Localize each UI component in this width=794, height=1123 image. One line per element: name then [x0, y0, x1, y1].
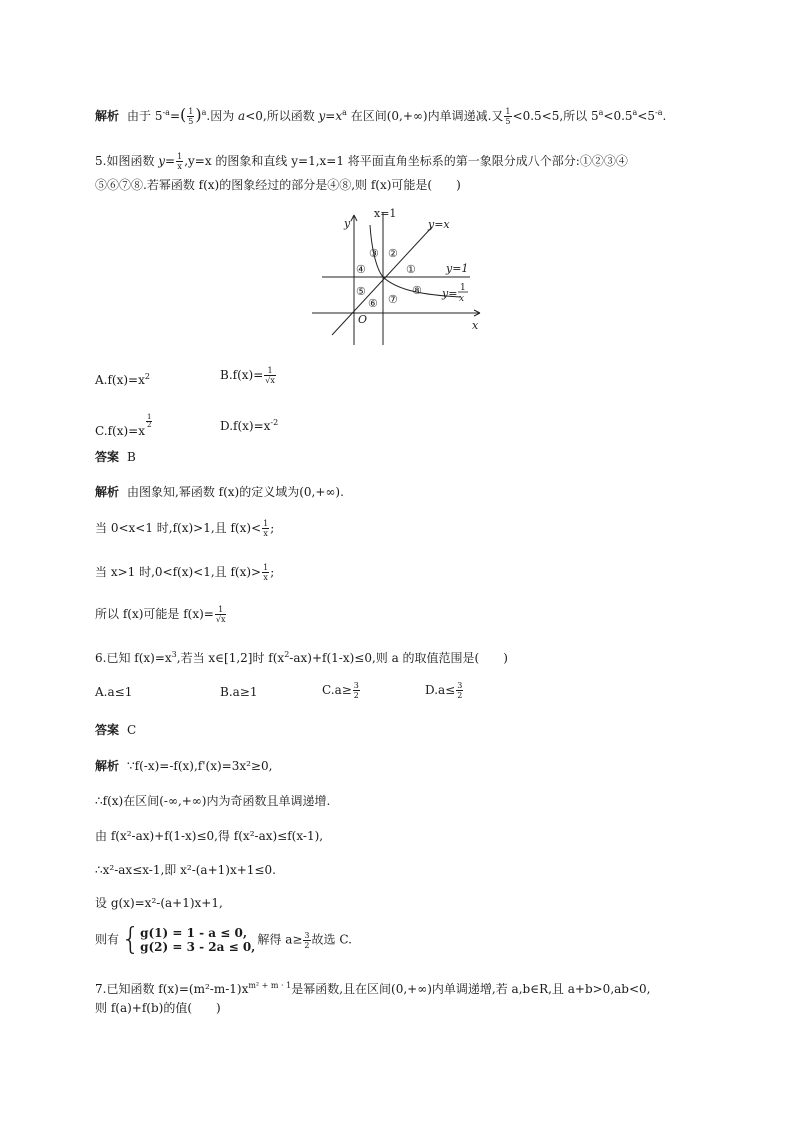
q5-solution-line3: 当 x>1 时,0<f(x)<1,且 f(x)> $\frac{1}{x}$ ; [95, 563, 275, 582]
region-6: ⑥ [368, 297, 378, 310]
label-x-axis: x [472, 319, 479, 332]
line-y-equals-x [332, 227, 432, 335]
q5-answer: 答案 B [95, 450, 136, 464]
exponent: a [201, 108, 207, 117]
solution-tag: 解析 [95, 109, 120, 123]
q5-option-a: $A.f(x)=x^2$ [95, 372, 150, 387]
q5-solution-line1: 解析 由图象知,幂函数 f(x)的定义域为(0,+∞). [95, 485, 344, 499]
label-y-inverse: y= [442, 287, 458, 300]
label-y-inverse-num: 1 [460, 283, 466, 293]
fraction: $\frac{1}{5}$ [505, 107, 511, 126]
question-5-stem-line1: 5.如图函数 y= $\frac{1}{x}$ ,y=x 的图象和直线 y=1,x=1 将平面直角坐标系的第一象限分成八个部分:①②③④ [95, 152, 628, 171]
question-7-stem-line2: 则 f(a)+f(b)的值( ) [95, 1001, 221, 1015]
q6-solution-line6: 则有 { g(1) = 1 - a ≤ 0, g(2) = 3 - 2a ≤ 0, 解得 a≥ $\frac{3}{2}$ 故选 C. [95, 922, 352, 957]
label-y-equals-x: y=x [428, 218, 450, 231]
q6-solution-line4: ∴x²-ax≤x-1,即 x²-(a+1)x+1≤0. [95, 863, 276, 877]
equation-system: { g(1) = 1 - a ≤ 0, g(2) = 3 - 2a ≤ 0, [121, 922, 256, 957]
q5-solution-line4: 所以 f(x)可能是 f(x)= $\frac{1}{√x}$ [95, 605, 226, 624]
q6-option-b: B.a≥1 [220, 685, 258, 699]
q6-solution-line1: 解析 ∵f(-x)=-f(x),f'(x)=3x²≥0, [95, 759, 273, 773]
label-origin: O [358, 313, 368, 326]
q6-solution-line3: 由 f(x²-ax)+f(1-x)≤0,得 f(x²-ax)≤f(x-1), [95, 829, 324, 843]
question-5-stem-line2: ⑤⑥⑦⑧.若幂函数 f(x)的图象经过的部分是④⑧,则 f(x)可能是( ) [95, 178, 461, 192]
q6-solution-line2: ∴f(x)在区间(-∞,+∞)内为奇函数且单调递增. [95, 794, 331, 808]
q6-option-d: D.a≤ $\frac{3}{2}$ [425, 681, 463, 700]
region-8: ⑧ [412, 284, 422, 297]
exponent: -a [162, 108, 170, 117]
text: = [169, 109, 181, 123]
region-3: ③ [369, 247, 379, 260]
region-2: ② [388, 247, 398, 260]
function-graph-figure [310, 205, 490, 350]
question-6-stem: 6.已知 $f(x)=x^3$,若当 x∈[1,2]时 $f(x^2-ax)+f(1-x)\le 0$,则 a 的取值范围是( ) [95, 650, 508, 665]
q5-option-c: C.f(x)=x $\frac{1}{2}$ [95, 413, 152, 438]
label-y-equals-1: y=1 [446, 262, 469, 275]
fraction: $\frac{1}{5}$ [188, 107, 194, 126]
region-5: ⑤ [356, 285, 366, 298]
q5-option-d: $D.f(x)=x^{-2}$ [220, 418, 279, 433]
q6-option-a: A.a≤1 [95, 685, 133, 699]
region-7: ⑦ [388, 293, 398, 306]
region-4: ④ [356, 263, 366, 276]
label-y-axis: y [344, 217, 351, 230]
q6-answer: 答案 C [95, 723, 137, 737]
question-7-stem-line1: 7.已知函数 $f(x)=(m^2-m-1)x^{m^2 + m \cdot 1}$是幂函数,且在区间(0,+∞)内单调递增,若 a,b∈R,且 a+b>0,ab<0, [95, 981, 651, 996]
q6-solution-line5: 设 g(x)=x²-(a+1)x+1, [95, 896, 223, 910]
q5-option-b: B.f(x)= $\frac{1}{√x}$ [220, 366, 275, 385]
fraction: $\frac{1}{x}$ [177, 152, 183, 171]
q5-solution-line2: 当 0<x<1 时,f(x)>1,且 f(x)< $\frac{1}{x}$ ; [95, 519, 275, 538]
region-1: ① [406, 263, 416, 276]
q6-option-c: C.a≥ $\frac{3}{2}$ [322, 681, 359, 700]
prev-solution-line: 解析 由于 $5^{-a}=$( $\frac{1}{5}$ )$^a$.因为 a<0,所以函数 $y=x^a$ 在区间(0,+∞)内单调递减.又 $\frac{1}{5}$ <0.5<5,所以 $5^a<0.5^a<5^{-a}$. [95, 105, 667, 126]
text: 由于 5 [127, 109, 163, 123]
label-y-inverse-den: x [459, 294, 465, 304]
label-x-equals-1: x=1 [374, 207, 397, 220]
